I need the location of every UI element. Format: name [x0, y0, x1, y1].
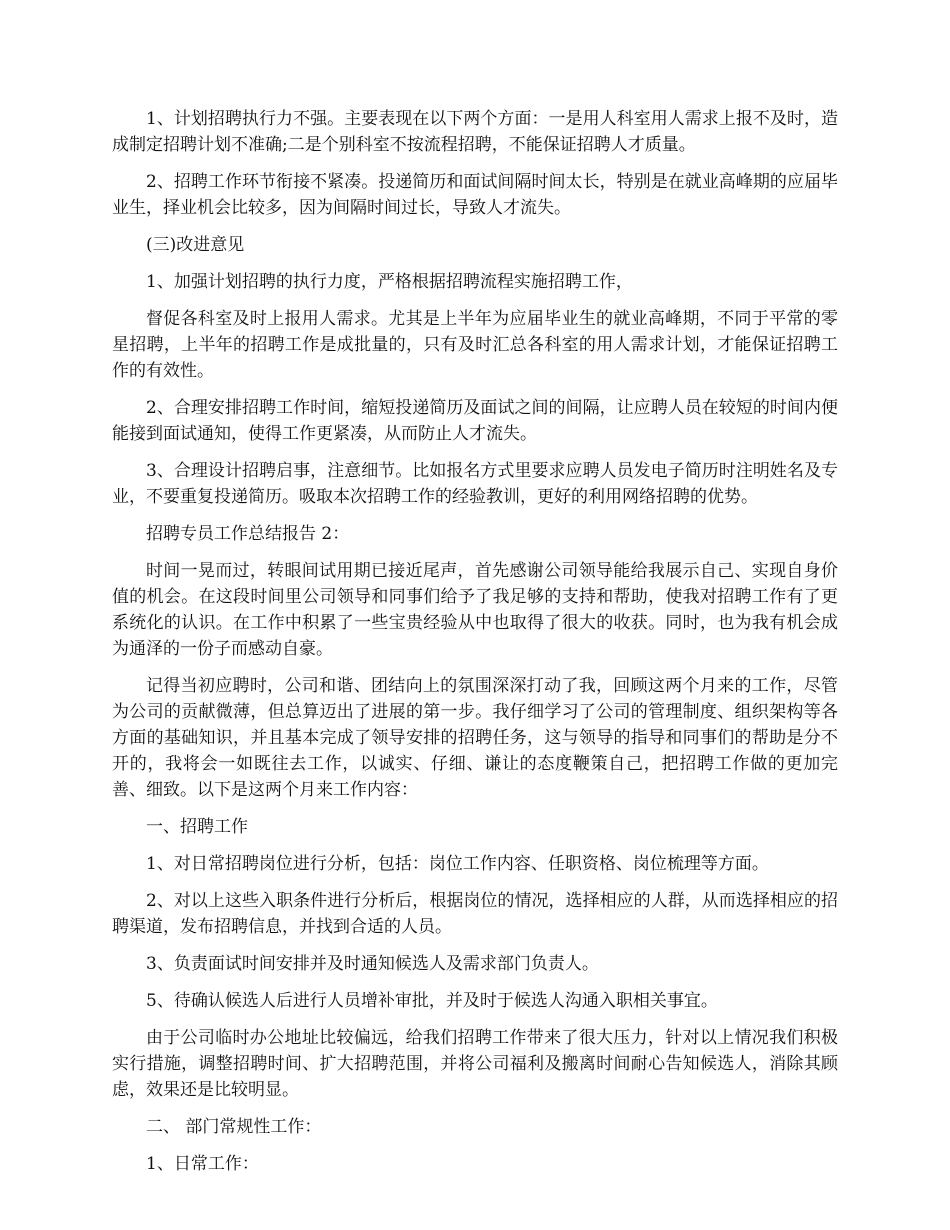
paragraph-improve-1: 1、加强计划招聘的执行力度，严格根据招聘流程实施招聘工作，: [146, 272, 633, 292]
paragraph-recruit-5: 5、待确认候选人后进行人员增补审批，并及时于候选人沟通入职相关事宜。: [146, 991, 718, 1011]
document-page: [112, 106, 838, 1188]
paragraph-recruit-2: 2、对以上这些入职条件进行分析后，根据岗位的情况，选择相应的人群，从而选择相应的招聘渠道，发布招聘信息，并找到合适的人员。: [112, 891, 838, 937]
paragraph-improve-3: 3、合理设计招聘启事，注意细节。比如报名方式里要求应聘人员发电子简历时注明姓名及专业，不要重复投递简历。吸取本次招聘工作的经验教训，更好的利用网络招聘的优势。: [112, 461, 838, 507]
report-2-title: 招聘专员工作总结报告 2：: [146, 524, 350, 544]
paragraph-process-loose: 2、招聘工作环节衔接不紧凑。投递简历和面试间隔时间太长，特别是在就业高峰期的应届毕业生，择业机会比较多，因为间隔时间过长，导致人才流失。: [112, 172, 838, 218]
paragraph-remote-office: 由于公司临时办公地址比较偏远，给我们招聘工作带来了很大压力，针对以上情况我们积极实行措施，调整招聘时间、扩大招聘范围，并将公司福利及搬离时间耐心告知候选人，消除其顾虑，效果还是比较明显。: [112, 1028, 838, 1100]
paragraph-supervise-departments: 督促各科室及时上报用人需求。尤其是上半年为应届毕业生的就业高峰期，不同于平常的零星招聘，上半年的招聘工作是成批量的，只有及时汇总各科室的用人需求计划，才能保证招聘工作的有效性。: [112, 309, 838, 381]
paragraph-improve-2: 2、合理安排招聘工作时间，缩短投递简历及面试之间的间隔，让应聘人员在较短的时间内便能接到面试通知，使得工作更紧凑，从而防止人才流失。: [112, 398, 838, 444]
paragraph-daily-work: 1、日常工作：: [146, 1154, 259, 1174]
paragraph-recall-application: 记得当初应聘时，公司和谐、团结向上的氛围深深打动了我，回顾这两个月来的工作，尽管为公司的贡献微薄，但总算迈出了进展的第一步。我仔细学习了公司的管理制度、组织架构等各方面的基础知识，并且基本完成了领导安排的招聘任务，这与领导的指导和同事们的帮助是分不开的，我将会一如既往去工作，以诚实、仔细、谦让的态度鞭策自己，把招聘工作做的更加完善、细致。以下是这两个月来工作内容：: [112, 676, 838, 800]
paragraph-recruit-3: 3、负责面试时间安排并及时通知候选人及需求部门负责人。: [146, 954, 599, 974]
paragraph-recruit-1: 1、对日常招聘岗位进行分析，包括：岗位工作内容、任职资格、岗位梳理等方面。: [146, 854, 769, 874]
section-heading-routine: 二、 部门常规性工作：: [146, 1117, 322, 1137]
section-heading-improvement: (三)改进意见: [146, 235, 245, 255]
paragraph-execution-weak: 1、计划招聘执行力不强。主要表现在以下两个方面：一是用人科室用人需求上报不及时，造成制定招聘计划不准确;二是个别科室不按流程招聘，不能保证招聘人才质量。: [112, 109, 838, 155]
section-heading-recruitment: 一、招聘工作: [146, 817, 248, 837]
paragraph-probation-intro: 时间一晃而过，转眼间试用期已接近尾声，首先感谢公司领导能给我展示自己、实现自身价值的机会。在这段时间里公司领导和同事们给予了我足够的支持和帮助，使我对招聘工作有了更系统化的认识。在工作中积累了一些宝贵经验从中也取得了很大的收获。同时，也为我有机会成为通泽的一份子而感动自豪。: [112, 561, 838, 659]
